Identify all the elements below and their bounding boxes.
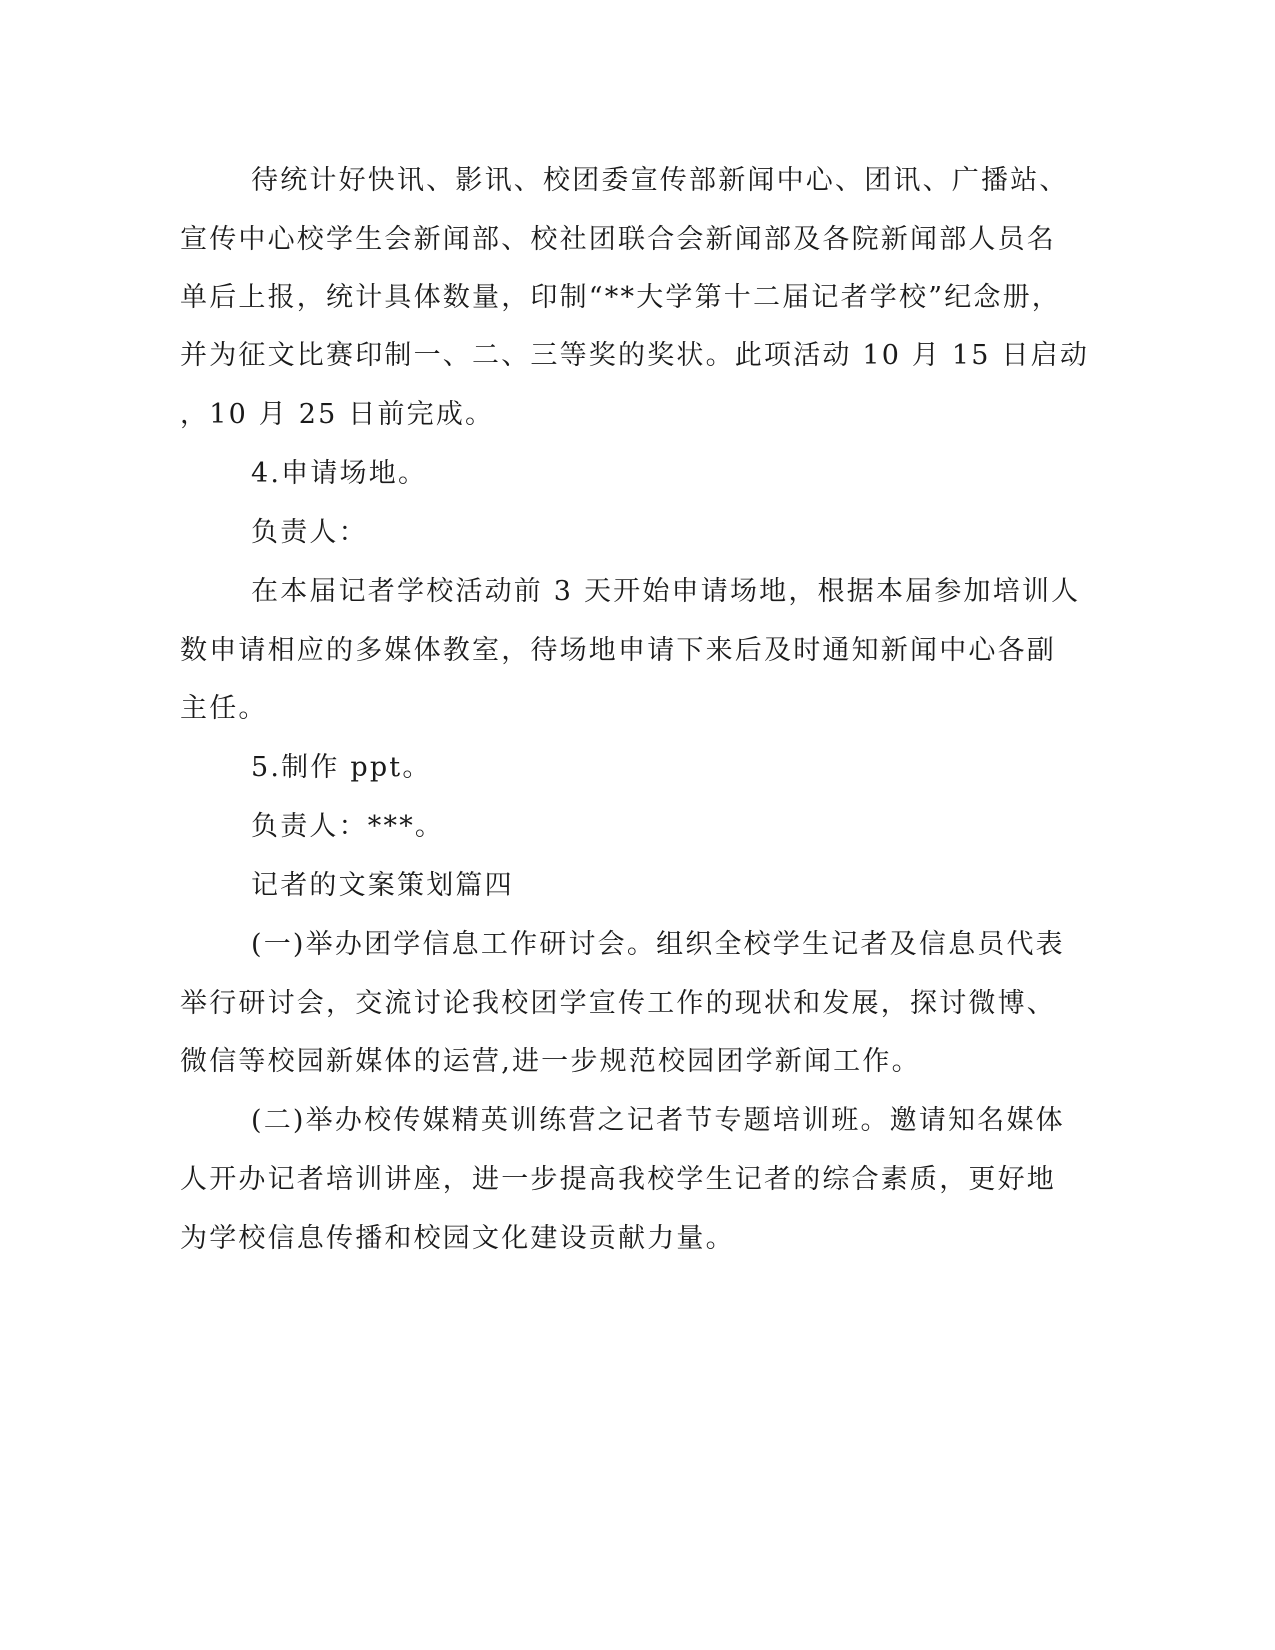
paragraph-line: (二)举办校传媒精英训练营之记者节专题培训班。邀请知名媒体: [251, 1105, 1065, 1136]
paragraph-line: 数申请相应的多媒体教室，待场地申请下来后及时通知新闻中心各副: [180, 635, 1056, 666]
paragraph-line: 宣传中心校学生会新闻部、校社团联合会新闻部及各院新闻部人员名: [180, 224, 1056, 255]
paragraph-line: 举行研讨会，交流讨论我校团学宣传工作的现状和发展，探讨微博、: [180, 988, 1056, 1019]
section-heading: 4.申请场地。: [251, 458, 428, 489]
responsible-person-line: 负责人：: [251, 517, 368, 548]
chapter-title: 记者的文案策划篇四: [251, 870, 514, 901]
paragraph-line: 待统计好快讯、影讯、校团委宣传部新闻中心、团讯、广播站、: [251, 165, 1069, 196]
paragraph-line: 人开办记者培训讲座，进一步提高我校学生记者的综合素质，更好地: [180, 1164, 1056, 1195]
section-heading: 5.制作 ppt。: [251, 752, 432, 783]
paragraph-line: 微信等校园新媒体的运营,进一步规范校园团学新闻工作。: [180, 1046, 921, 1077]
paragraph-line: 在本届记者学校活动前 3 天开始申请场地，根据本届参加培训人: [251, 576, 1081, 607]
paragraph-line: 单后上报，统计具体数量，印制“**大学第十二届记者学校”纪念册，: [180, 282, 1062, 313]
paragraph-line: (一)举办团学信息工作研讨会。组织全校学生记者及信息员代表: [251, 929, 1065, 960]
responsible-person-line: 负责人：***。: [251, 811, 445, 842]
paragraph-line: 并为征文比赛印制一、二、三等奖的奖状。此项活动 10 月 15 日启动: [180, 340, 1090, 371]
paragraph-line: 主任。: [180, 693, 268, 724]
paragraph-line: ，10 月 25 日前完成。: [180, 399, 495, 430]
paragraph-line: 为学校信息传播和校园文化建设贡献力量。: [180, 1223, 735, 1254]
